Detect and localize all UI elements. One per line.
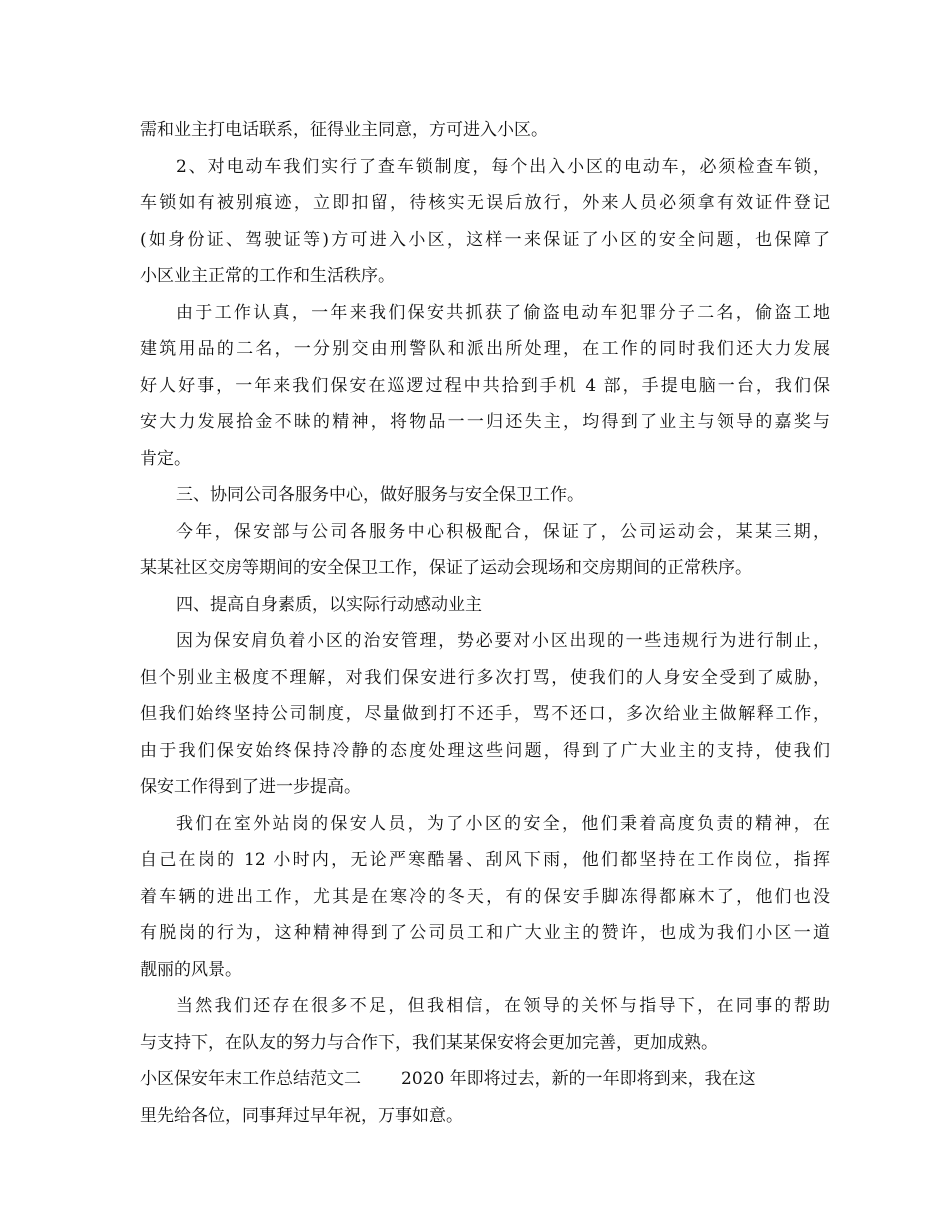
- paragraph-line: 我们在室外站岗的保安人员，为了小区的安全，他们秉着高度负责的精神，在: [176, 813, 830, 834]
- section-intro-text: 2020 年即将过去，新的一年即将到来，我在这: [401, 1069, 756, 1089]
- paragraph-line: 建筑用品的二名，一分别交由刑警队和派出所处理，在工作的同时我们还大力发展: [140, 339, 830, 359]
- paragraph-line: 但我们始终坚持公司制度，尽量做到打不还手，骂不还口，多次给业主做解释工作，: [140, 704, 830, 724]
- paragraph-line: 由于工作认真，一年来我们保安共抓获了偷盗电动车犯罪分子二名，偷盗工地: [176, 302, 830, 323]
- paragraph-line: 里先给各位，同事拜过早年祝，万事如意。: [140, 1105, 463, 1126]
- paragraph-line: 小区业主正常的工作和生活秩序。: [140, 266, 395, 286]
- paragraph-line: 需和业主打电话联系，征得业主同意，方可进入小区。: [140, 120, 548, 140]
- paragraph-line: 因为保安肩负着小区的治安管理，势必要对小区出现的一些违规行为进行制止，: [176, 631, 830, 651]
- paragraph-line: 安大力发展拾金不昧的精神，将物品一一归还失主，均得到了业主与领导的嘉奖与: [140, 412, 830, 432]
- paragraph-line: 保安工作得到了进一步提高。: [140, 777, 361, 797]
- section-title: 小区保安年末工作总结范文二: [140, 1069, 361, 1089]
- paragraph-line: 肯定。: [140, 448, 191, 469]
- paragraph-line: 由于我们保安始终保持冷静的态度处理这些问题，得到了广大业主的支持，使我们: [140, 740, 830, 761]
- paragraph-line: 靓丽的风景。: [140, 959, 242, 980]
- paragraph-line: 2、对电动车我们实行了查车锁制度，每个出入小区的电动车，必须检查车锁，: [176, 156, 830, 177]
- paragraph-line: 但个别业主极度不理解，对我们保安进行多次打骂，使我们的人身安全受到了威胁，: [140, 667, 830, 688]
- paragraph-line: 自己在岗的 12 小时内，无论严寒酷暑、刮风下雨，他们都坚持在工作岗位，指挥: [140, 850, 830, 870]
- paragraph-line: 当然我们还存在很多不足，但我相信，在领导的关怀与指导下，在同事的帮助: [176, 996, 830, 1016]
- paragraph-line: (如身份证、驾驶证等)方可进入小区，这样一来保证了小区的安全问题，也保障了: [140, 229, 830, 250]
- paragraph-line: 着车辆的进出工作，尤其是在寒冷的冬天，有的保安手脚冻得都麻木了，他们也没: [140, 886, 830, 907]
- section-heading: 四、提高自身素质，以实际行动感动业主: [176, 594, 482, 615]
- paragraph-line: 某某社区交房等期间的安全保卫工作，保证了运动会现场和交房期间的正常秩序。: [140, 558, 752, 578]
- paragraph-line: 有脱岗的行为，这种精神得到了公司员工和广大业主的赞许，也成为我们小区一道: [140, 923, 830, 943]
- section-heading: 三、协同公司各服务中心，做好服务与安全保卫工作。: [176, 485, 584, 505]
- paragraph-line: 车锁如有被别痕迹，立即扣留，待核实无误后放行，外来人员必须拿有效证件登记: [140, 193, 830, 213]
- section-title-line: [140, 1061, 830, 1098]
- paragraph-line: 今年，保安部与公司各服务中心积极配合，保证了，公司运动会，某某三期，: [176, 521, 830, 542]
- paragraph-line: 好人好事，一年来我们保安在巡逻过程中共拾到手机 4 部，手提电脑一台，我们保: [140, 375, 830, 396]
- paragraph-line: 与支持下，在队友的努力与合作下，我们某某保安将会更加完善，更加成熟。: [140, 1032, 718, 1053]
- document-body: [140, 112, 830, 1134]
